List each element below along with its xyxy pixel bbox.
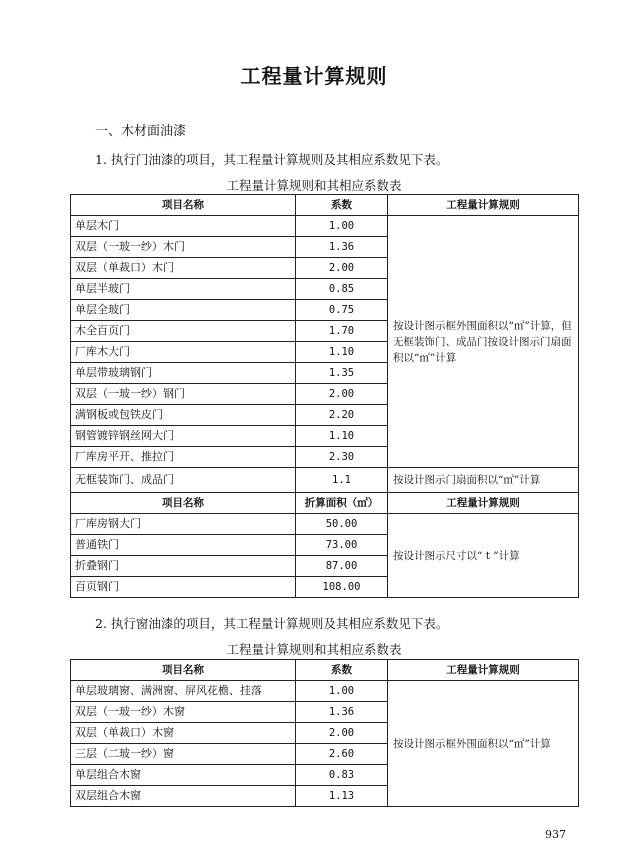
coefficient-cell: 2.00 <box>296 723 388 744</box>
coefficient-cell: 2.20 <box>296 405 388 426</box>
item-name-cell: 双层（一玻一纱）木窗 <box>71 702 296 723</box>
item-name-cell: 钢管镀锌钢丝网大门 <box>71 426 296 447</box>
header-rule: 工程量计算规则 <box>388 195 579 216</box>
coefficient-cell: 1.10 <box>296 342 388 363</box>
coefficient-cell: 0.83 <box>296 765 388 786</box>
coefficient-cell: 2.00 <box>296 258 388 279</box>
coefficient-cell: 2.60 <box>296 744 388 765</box>
item-name-cell: 百页钢门 <box>71 577 296 598</box>
rule-cell: 按设计图示框外围面积以“㎡”计算 <box>388 681 579 807</box>
table-header-row <box>71 195 579 216</box>
coefficient-cell: 1.10 <box>296 426 388 447</box>
rule-cell: 按设计图示门扇面积以“㎡”计算 <box>388 468 579 493</box>
item-name-cell: 厂库木大门 <box>71 342 296 363</box>
table-row <box>71 216 579 237</box>
header-item-name: 项目名称 <box>71 195 296 216</box>
item-name-cell: 无框装饰门、成品门 <box>71 468 296 493</box>
coefficient-cell: 1.1 <box>296 468 388 493</box>
door-coefficient-table <box>70 194 579 598</box>
item-name-cell: 双层（单裁口）木门 <box>71 258 296 279</box>
item-name-cell: 普通铁门 <box>71 535 296 556</box>
coefficient-cell: 1.35 <box>296 363 388 384</box>
item-name-cell: 单层玻璃窗、满洲窗、屏风花檐、挂落 <box>71 681 296 702</box>
paragraph-window: 2. 执行窗油漆的项目，其工程量计算规则及其相应系数见下表。 <box>95 616 449 631</box>
coefficient-cell: 1.36 <box>296 702 388 723</box>
coefficient-cell: 1.00 <box>296 216 388 237</box>
table-row <box>71 681 579 702</box>
paragraph-door: 1. 执行门油漆的项目，其工程量计算规则及其相应系数见下表。 <box>95 152 449 167</box>
table-caption-window: 工程量计算规则和其相应系数表 <box>226 642 402 657</box>
header-item-name: 项目名称 <box>71 493 296 514</box>
rule-cell: 按设计图示尺寸以“ t ”计算 <box>388 514 579 598</box>
table-header-row <box>71 660 579 681</box>
item-name-cell: 单层木门 <box>71 216 296 237</box>
coefficient-cell: 2.00 <box>296 384 388 405</box>
item-name-cell: 双层（单裁口）木窗 <box>71 723 296 744</box>
header-rule: 工程量计算规则 <box>388 660 579 681</box>
coefficient-cell: 0.75 <box>296 300 388 321</box>
item-name-cell: 厂库房钢大门 <box>71 514 296 535</box>
header-coefficient: 系数 <box>296 195 388 216</box>
converted-area-cell: 73.00 <box>296 535 388 556</box>
coefficient-cell: 1.00 <box>296 681 388 702</box>
page-title: 工程量计算规则 <box>240 64 388 88</box>
coefficient-cell: 0.85 <box>296 279 388 300</box>
header-rule: 工程量计算规则 <box>388 493 579 514</box>
table-subheader-row <box>71 493 579 514</box>
item-name-cell: 双层（一玻一纱）钢门 <box>71 384 296 405</box>
table-row <box>71 514 579 535</box>
window-coefficient-table <box>70 659 579 807</box>
coefficient-cell: 2.30 <box>296 447 388 468</box>
item-name-cell: 单层半玻门 <box>71 279 296 300</box>
item-name-cell: 木全百页门 <box>71 321 296 342</box>
item-name-cell: 满钢板或包铁皮门 <box>71 405 296 426</box>
item-name-cell: 折叠钢门 <box>71 556 296 577</box>
item-name-cell: 三层（二玻一纱）窗 <box>71 744 296 765</box>
item-name-cell: 单层带玻璃钢门 <box>71 363 296 384</box>
page-number: 937 <box>545 828 566 841</box>
item-name-cell: 厂库房平开、推拉门 <box>71 447 296 468</box>
converted-area-cell: 108.00 <box>296 577 388 598</box>
coefficient-cell: 1.36 <box>296 237 388 258</box>
coefficient-cell: 1.13 <box>296 786 388 807</box>
table-row <box>71 468 579 493</box>
item-name-cell: 双层（一玻一纱）木门 <box>71 237 296 258</box>
item-name-cell: 单层组合木窗 <box>71 765 296 786</box>
item-name-cell: 双层组合木窗 <box>71 786 296 807</box>
header-coefficient: 系数 <box>296 660 388 681</box>
header-converted-area: 折算面积（㎡） <box>296 493 388 514</box>
header-item-name: 项目名称 <box>71 660 296 681</box>
section-heading: 一、木材面油漆 <box>95 124 187 139</box>
converted-area-cell: 87.00 <box>296 556 388 577</box>
rule-cell: 按设计图示框外围面积以“㎡”计算，但无框装饰门、成品门按设计图示门扇面积以“㎡”计算 <box>388 216 579 468</box>
item-name-cell: 单层全玻门 <box>71 300 296 321</box>
coefficient-cell: 1.70 <box>296 321 388 342</box>
table-caption-door: 工程量计算规则和其相应系数表 <box>226 178 402 193</box>
converted-area-cell: 50.00 <box>296 514 388 535</box>
